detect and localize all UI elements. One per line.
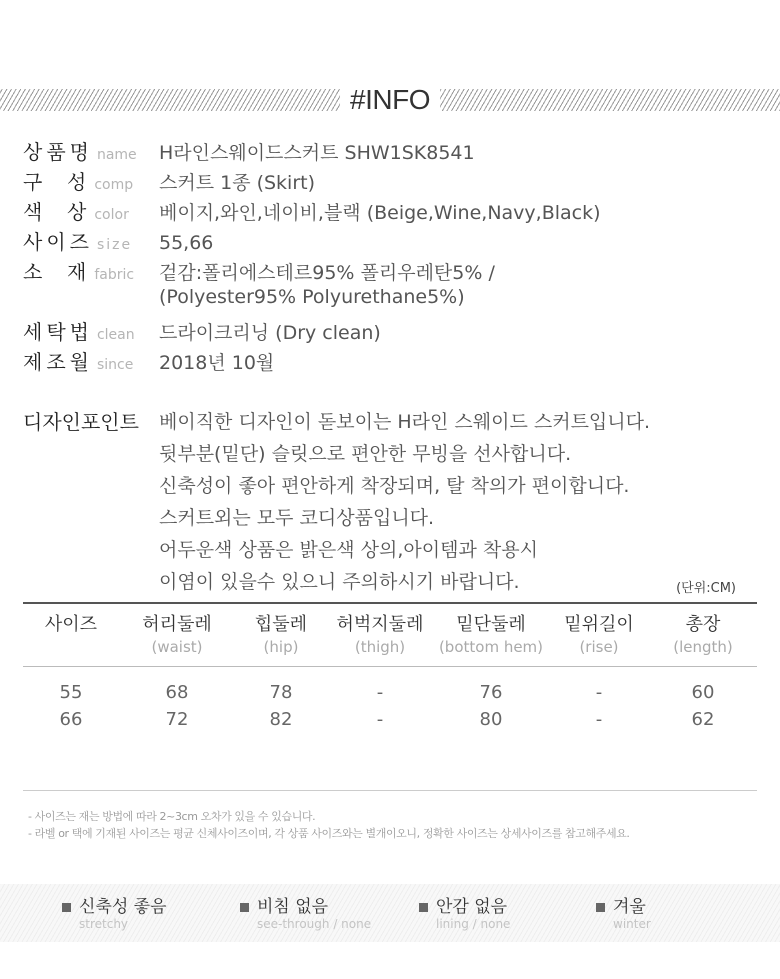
spec-value: 55,66	[159, 232, 214, 254]
spec-value: 베이지,와인,네이비,블랙 (Beige,Wine,Navy,Black)	[159, 202, 601, 224]
spec-label-en: clean	[96, 327, 135, 343]
table-row: 55 68 78 - 76 - 60	[59, 682, 715, 703]
spec-row-clean	[23, 316, 601, 346]
design-point-label: 디자인포인트	[23, 410, 139, 434]
spec-value: (Polyester95% Polyurethane5%)	[159, 286, 465, 308]
size-note: - 라벨 or 택에 기재된 사이즈는 평균 신체사이즈이며, 각 상품 사이즈와는 별개이오니, 정확한 사이즈는 상세사이즈를 참고해주세요.	[28, 827, 630, 840]
size-table-body	[23, 667, 757, 733]
header-cell: 허리둘레 (waist)	[142, 614, 212, 656]
header-cell: 허벅지둘레 (thigh)	[336, 614, 424, 656]
size-table	[23, 602, 757, 733]
size-table-header	[23, 604, 757, 667]
design-point-text	[159, 406, 650, 598]
spec-value: H라인스웨이드스커트 SHW1SK8541	[159, 142, 475, 164]
header-cell: 총장 (length)	[673, 614, 733, 656]
spec-label: 상품명	[23, 140, 93, 164]
header-cell: 밑위길이 (rise)	[564, 614, 634, 656]
design-line: 어두운색 상품은 밝은색 상의,아이템과 착용시	[159, 539, 538, 561]
feature-stretch: 신축성 좋음 stretchy	[62, 897, 167, 931]
feature-see-through: 비침 없음 see-through / none	[240, 897, 371, 931]
spec-row-name	[23, 136, 601, 166]
spec-label: 색 상	[23, 200, 91, 224]
design-line: 이염이 있을수 있으니 주의하시기 바랍니다.	[159, 571, 520, 593]
spec-row-size	[23, 226, 601, 256]
header-cell: 밑단둘레 (bottom hem)	[438, 614, 544, 656]
size-note: - 사이즈는 재는 방법에 따라 2~3cm 오차가 있을 수 있습니다.	[28, 810, 316, 823]
spec-row-fabric-cont	[23, 286, 601, 316]
square-bullet-icon	[62, 903, 71, 912]
feature-season: 겨울 winter	[596, 897, 651, 931]
spec-value: 겉감:폴리에스테르95% 폴리우레탄5% /	[159, 262, 495, 284]
size-unit: (단위:CM)	[676, 581, 736, 596]
design-line: 베이직한 디자인이 돋보이는 H라인 스웨이드 스커트입니다.	[159, 411, 651, 433]
design-line: 스커트외는 모두 코디상품입니다.	[159, 507, 435, 529]
spec-value: 드라이크리닝 (Dry clean)	[159, 322, 381, 344]
spec-label: 세탁법	[23, 320, 93, 344]
spec-label: 소 재	[23, 260, 91, 284]
product-spec	[23, 136, 601, 376]
table-row: 66 72 82 - 80 - 62	[59, 709, 715, 730]
design-point	[23, 406, 650, 598]
spec-label-en: name	[96, 147, 137, 163]
spec-row-since	[23, 346, 601, 376]
spec-label-en: color	[94, 207, 129, 223]
spec-label: 사이즈	[23, 230, 93, 254]
square-bullet-icon	[240, 903, 249, 912]
square-bullet-icon	[596, 903, 605, 912]
spec-label-en: comp	[94, 177, 134, 193]
header-cell: 사이즈	[44, 614, 98, 635]
spec-value: 2018년 10월	[159, 352, 275, 374]
spec-label-en: size	[96, 237, 133, 253]
spec-value: 스커트 1종 (Skirt)	[159, 172, 316, 194]
divider	[23, 790, 757, 791]
spec-row-color	[23, 196, 601, 226]
square-bullet-icon	[419, 903, 428, 912]
design-line: 뒷부분(밑단) 슬릿으로 편안한 무빙을 선사합니다.	[159, 443, 572, 465]
spec-label-en: fabric	[94, 267, 135, 283]
spec-label-en: since	[96, 357, 134, 373]
info-title: #INFO	[340, 84, 440, 116]
spec-row-fabric	[23, 256, 601, 286]
header-cell: 힙둘레 (hip)	[254, 614, 308, 656]
spec-label: 제조월	[23, 350, 93, 374]
design-line: 신축성이 좋아 편안하게 착장되며, 탈 착의가 편이합니다.	[159, 475, 630, 497]
spec-label: 구 성	[23, 170, 91, 194]
spec-row-comp	[23, 166, 601, 196]
feature-lining: 안감 없음 lining / none	[419, 897, 510, 931]
